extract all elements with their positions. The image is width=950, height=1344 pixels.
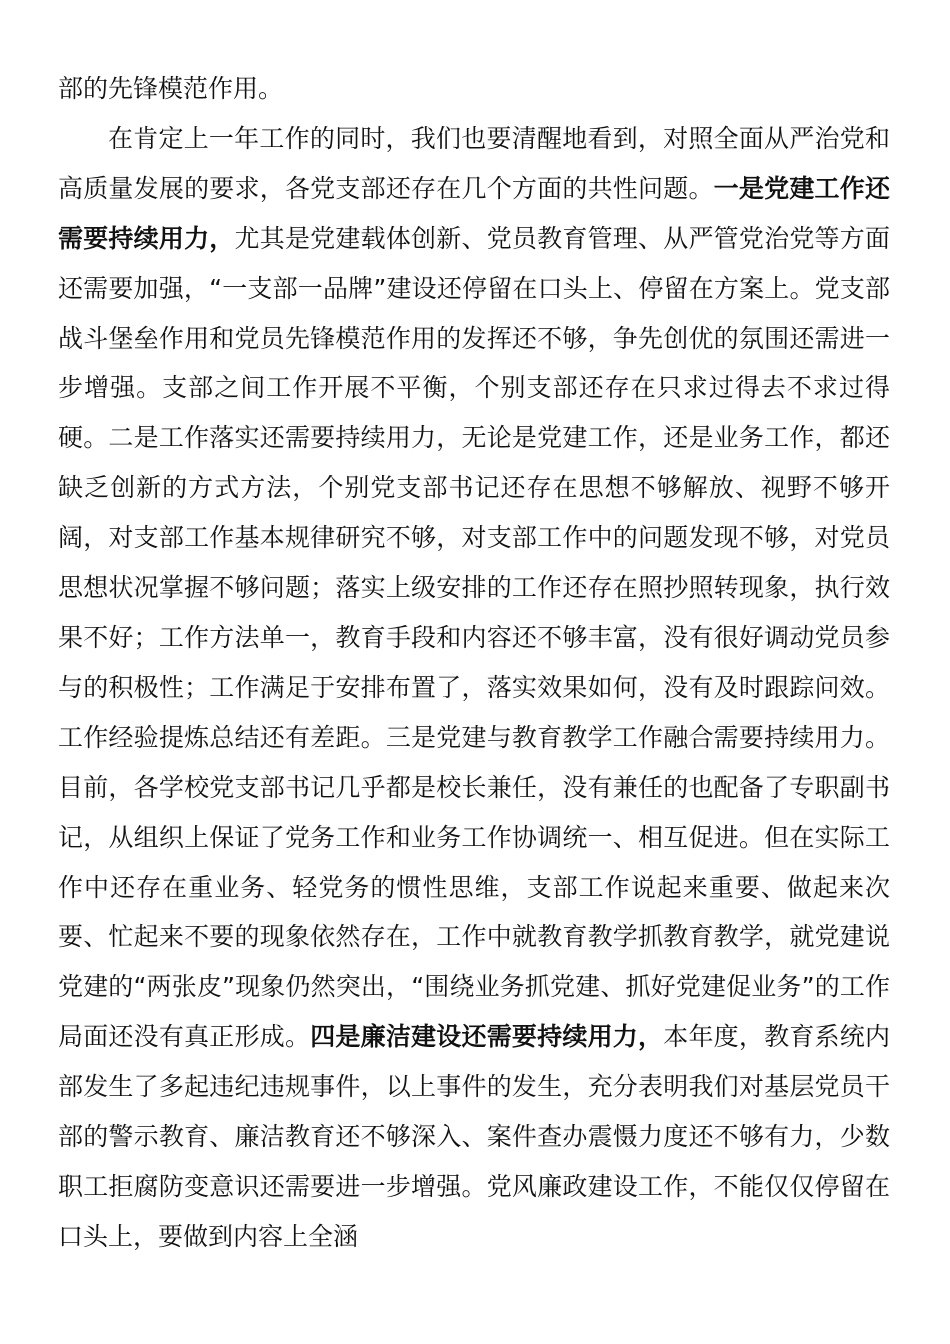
- bold-heading-party-building: 一是党建工作还需要持续用力，: [58, 173, 890, 253]
- text-run: 本年度，教育系统内部发生了多起违纪违规事件，以上事件的发生，充分表明我们对基层党员干部的警示教育、廉洁教育还不够深入、案件查办震慑力度还不够有力，少数职工拒腐防变意识还需要进一步增强。党风廉政建设工作，不能仅仅停留在口头上，要做到内容上全涵: [58, 1022, 890, 1251]
- paragraph-problems: [58, 114, 890, 1262]
- document-body: [58, 64, 890, 1262]
- paragraph-continuation: [58, 64, 890, 114]
- text-run: 部的先锋模范作用。: [58, 74, 284, 103]
- text-run: 尤其是党建载体创新、党员教育管理、从严管党治党等方面还需要加强，“一支部一品牌”建设还停留在口头上、停留在方案上。党支部战斗堡垒作用和党员先锋模范作用的发挥还不够，争先创优的氛围还需进一步增强。支部之间工作开展不平衡，个别支部还存在只求过得去不求过得硬。二是工作落实还需要持续用力，无论是党建工作，还是业务工作，都还缺乏创新的方式方法，个别党支部书记还存在思想不够解放、视野不够开阔，对支部工作基本规律研究不够，对支部工作中的问题发现不够，对党员思想状况掌握不够问题；落实上级安排的工作还存在照抄照转现象，执行效果不好；工作方法单一，教育手段和内容还不够丰富，没有很好调动党员参与的积极性；工作满足于安排布置了，落实效果如何，没有及时跟踪问效。工作经验提炼总结还有差距。三是党建与教育教学工作融合需要持续用力。目前，各学校党支部书记几乎都是校长兼任，没有兼任的也配备了专职副书记，从组织上保证了党务工作和业务工作协调统一、相互促进。但在实际工作中还存在重业务、轻党务的惯性思维，支部工作说起来重要、做起来次要、忙起来不要的现象依然存在，工作中就教育教学抓教育教学，就党建说党建的“两张皮”现象仍然突出，“围绕业务抓党建、抓好党建促业务”的工作局面还没有真正形成。: [58, 223, 890, 1052]
- text-run: 在肯定上一年工作的同时，我们也要清醒地看到，对照全面从严治党和高质量发展的要求，各党支部还存在几个方面的共性问题。: [58, 123, 890, 203]
- bold-heading-integrity: 四是廉洁建设还需要持续用力，: [310, 1022, 664, 1052]
